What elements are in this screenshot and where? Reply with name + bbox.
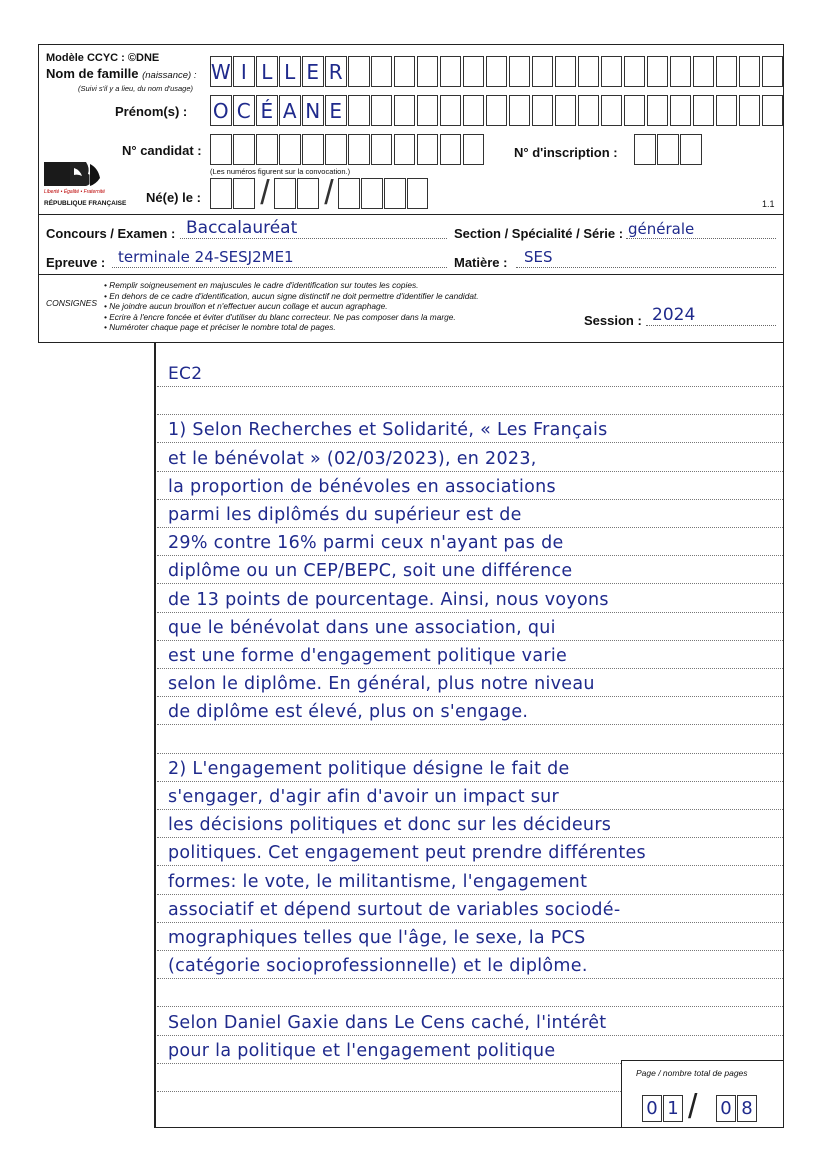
- concours-line: [180, 238, 447, 239]
- page-count-label: Page / nombre total de pages: [636, 1068, 748, 1078]
- nom-note: (Suivi s'il y a lieu, du nom d'usage): [78, 84, 194, 93]
- consigne-item: • Remplir soigneusement en majuscules le cadre d'identification sur toutes les copies.: [104, 280, 419, 290]
- matiere-line: [516, 267, 776, 268]
- nom-letter-cell[interactable]: [440, 56, 462, 87]
- prenom-letter-cell[interactable]: [739, 95, 761, 126]
- nom-letter-cell[interactable]: [417, 56, 439, 87]
- candidat-digit-cell[interactable]: [463, 134, 485, 165]
- ruled-line: [157, 499, 783, 500]
- birthdate-cells[interactable]: [210, 174, 430, 212]
- ruled-line: [157, 724, 783, 725]
- prenom-letter-cell[interactable]: [716, 95, 738, 126]
- date-cell[interactable]: [407, 178, 429, 209]
- session-line: [646, 325, 776, 326]
- ruled-line: [157, 612, 783, 613]
- inscription-label: N° d'inscription :: [514, 145, 618, 160]
- nom-letter-cell[interactable]: [486, 56, 508, 87]
- answer-line[interactable]: que le bénévolat dans une association, qui: [168, 617, 556, 638]
- nom-letter-cell[interactable]: [532, 56, 554, 87]
- consigne-item: • En dehors de ce cadre d'identification, aucun signe distinctif ne doit permettre d'identifier le candidat.: [104, 290, 479, 301]
- ruled-line: [157, 471, 783, 472]
- prenom-letter-cell[interactable]: [417, 95, 439, 126]
- nom-letter-cell[interactable]: [762, 56, 784, 87]
- prenom-letter-cell[interactable]: [440, 95, 462, 126]
- ruled-line: [157, 950, 783, 951]
- answer-line[interactable]: diplôme ou un CEP/BEPC, soit une différence: [168, 561, 573, 582]
- prenom-letter-cell[interactable]: [578, 95, 600, 126]
- candidat-digit-cell[interactable]: [417, 134, 439, 165]
- version-number: 1.1: [762, 199, 775, 209]
- nom-cells[interactable]: [210, 56, 785, 87]
- page-digit[interactable]: 0: [642, 1095, 662, 1122]
- date-cell[interactable]: [297, 178, 319, 209]
- answer-line[interactable]: selon le diplôme. En général, plus notre niveau: [168, 674, 595, 695]
- nom-letter-cell[interactable]: [394, 56, 416, 87]
- consignes-label: CONSIGNES: [46, 298, 98, 308]
- answer-line[interactable]: formes: le vote, le militantisme, l'engagement: [168, 871, 588, 892]
- ruled-line: [157, 1006, 783, 1007]
- date-cell[interactable]: [233, 178, 255, 209]
- ruled-line: [157, 696, 783, 697]
- ruled-line: [157, 583, 783, 584]
- date-cell[interactable]: [210, 178, 232, 209]
- prenom-cells[interactable]: [210, 95, 785, 126]
- page-separator: /: [688, 1088, 698, 1126]
- nom-letter-cell[interactable]: [647, 56, 669, 87]
- ruled-line: [157, 386, 783, 387]
- prenom-letter-cell[interactable]: [601, 95, 623, 126]
- concours-value[interactable]: Baccalauréat: [186, 218, 298, 238]
- nom-letter-cell[interactable]: [578, 56, 600, 87]
- header-separator: [38, 274, 784, 275]
- candidat-digit-cell[interactable]: [279, 134, 301, 165]
- total-digit[interactable]: 0: [716, 1095, 736, 1122]
- prenom-letter-cell[interactable]: [371, 95, 393, 126]
- ruled-line: [157, 922, 783, 923]
- session-label: Session :: [584, 313, 642, 328]
- ruled-line: [157, 865, 783, 866]
- ruled-line: [157, 442, 783, 443]
- section-value[interactable]: générale: [628, 220, 695, 238]
- ruled-line: [157, 527, 783, 528]
- date-cell[interactable]: [361, 178, 383, 209]
- inscription-digit-cell[interactable]: [657, 134, 679, 165]
- prenom-letter-cell[interactable]: [647, 95, 669, 126]
- ruled-line: [157, 1035, 783, 1036]
- matiere-label: Matière :: [454, 255, 508, 270]
- candidat-digit-cell[interactable]: [440, 134, 462, 165]
- date-cell[interactable]: [384, 178, 406, 209]
- candidat-digit-cell[interactable]: [348, 134, 370, 165]
- prenom-letter-cell[interactable]: [509, 95, 531, 126]
- ruled-line: [157, 414, 783, 415]
- model-label: Modèle CCYC : ©DNE: [46, 52, 160, 64]
- candidat-digit-cell[interactable]: [325, 134, 347, 165]
- prenom-letter-cell[interactable]: [532, 95, 554, 126]
- answer-line[interactable]: mographiques telles que l'âge, le sexe, la PCS: [168, 928, 586, 948]
- section-label: Section / Spécialité / Série :: [454, 226, 624, 241]
- ne-le-label: Né(e) le :: [146, 190, 201, 205]
- prenom-letter-cell[interactable]: E: [325, 95, 347, 126]
- ruled-line: [157, 668, 783, 669]
- nom-letter-cell[interactable]: [716, 56, 738, 87]
- prenom-label: Prénom(s) :: [115, 104, 188, 119]
- matiere-value[interactable]: SES: [524, 248, 553, 266]
- prenom-letter-cell[interactable]: [555, 95, 577, 126]
- answer-line[interactable]: de 13 points de pourcentage. Ainsi, nous voyons: [168, 589, 609, 610]
- section-line: [626, 238, 776, 239]
- epreuve-label: Epreuve :: [46, 255, 106, 270]
- prenom-letter-cell[interactable]: [394, 95, 416, 126]
- total-digit[interactable]: 8: [737, 1095, 757, 1122]
- nom-label: Nom de famille (naissance) :: [46, 66, 197, 81]
- consigne-item: • Ne joindre aucun brouillon et n'effectuer aucun collage et aucun agraphage.: [104, 301, 388, 311]
- prenom-letter-cell[interactable]: [693, 95, 715, 126]
- candidat-digit-cell[interactable]: [394, 134, 416, 165]
- ruled-line: [157, 555, 783, 556]
- prenom-letter-cell[interactable]: [762, 95, 784, 126]
- answer-line[interactable]: et le bénévolat » (02/03/2023), en 2023,: [168, 448, 537, 469]
- answer-line[interactable]: est une forme d'engagement politique varie: [168, 646, 568, 666]
- prenom-letter-cell[interactable]: A: [279, 95, 301, 126]
- prenom-letter-cell[interactable]: [624, 95, 646, 126]
- answer-line[interactable]: 2) L'engagement politique désigne le fait de: [168, 758, 570, 779]
- nom-letter-cell[interactable]: [509, 56, 531, 87]
- prenom-letter-cell[interactable]: [463, 95, 485, 126]
- prenom-letter-cell[interactable]: [486, 95, 508, 126]
- date-cell[interactable]: [338, 178, 360, 209]
- answer-line[interactable]: de diplôme est élevé, plus on s'engage.: [168, 702, 529, 723]
- epreuve-value[interactable]: terminale 24-SESJ2ME1: [118, 248, 294, 266]
- ruled-line: [157, 837, 783, 838]
- consigne-item: • Ecrire à l'encre foncée et éviter d'utiliser du blanc correcteur. Ne pas composer dans la marge.: [104, 311, 456, 322]
- ruled-line: [157, 978, 783, 979]
- prenom-letter-cell[interactable]: [670, 95, 692, 126]
- candidat-digit-cell[interactable]: [371, 134, 393, 165]
- nom-letter-cell[interactable]: [670, 56, 692, 87]
- candidat-digit-cell[interactable]: [256, 134, 278, 165]
- nom-letter-cell[interactable]: R: [325, 56, 347, 87]
- nom-letter-cell[interactable]: [601, 56, 623, 87]
- candidat-cells[interactable]: [210, 134, 486, 165]
- nom-letter-cell[interactable]: [463, 56, 485, 87]
- consigne-item: • Numéroter chaque page et préciser le nombre total de pages.: [104, 322, 336, 332]
- answer-line[interactable]: politiques. Cet engagement peut prendre différentes: [168, 843, 646, 864]
- nom-letter-cell[interactable]: [555, 56, 577, 87]
- ruled-line: [157, 781, 783, 782]
- answer-line[interactable]: Selon Daniel Gaxie dans Le Cens caché, l'intérêt: [168, 1012, 607, 1033]
- answer-line[interactable]: (catégorie socioprofessionnelle) et le diplôme.: [168, 956, 588, 977]
- answer-line[interactable]: 1) Selon Recherches et Solidarité, « Les Français: [168, 420, 608, 441]
- answer-line[interactable]: EC2: [168, 364, 203, 384]
- date-separator: /: [260, 174, 270, 212]
- answer-line[interactable]: pour la politique et l'engagement politique: [168, 1040, 556, 1061]
- consignes-list: [104, 280, 479, 333]
- nom-letter-cell[interactable]: [739, 56, 761, 87]
- answer-line[interactable]: les décisions politiques et donc sur les décideurs: [168, 815, 612, 836]
- concours-label: Concours / Examen :: [46, 226, 176, 241]
- header-separator: [38, 214, 784, 215]
- candidat-digit-cell[interactable]: [302, 134, 324, 165]
- page-digit[interactable]: 1: [663, 1095, 683, 1122]
- motto-text: Liberté • Égalité • Fraternité: [44, 189, 106, 195]
- ruled-line: [157, 640, 783, 641]
- answer-line[interactable]: 29% contre 16% parmi ceux n'ayant pas de: [168, 533, 564, 554]
- nom-letter-cell[interactable]: L: [279, 56, 301, 87]
- answer-line[interactable]: s'engager, d'agir afin d'avoir un impact sur: [168, 787, 560, 807]
- prenom-letter-cell[interactable]: [348, 95, 370, 126]
- nom-letter-cell[interactable]: I: [233, 56, 255, 87]
- nom-letter-cell[interactable]: W: [210, 56, 232, 87]
- answer-line[interactable]: parmi les diplômés du supérieur est de: [168, 505, 522, 525]
- nom-letter-cell[interactable]: [693, 56, 715, 87]
- nom-letter-cell[interactable]: [624, 56, 646, 87]
- nom-letter-cell[interactable]: E: [302, 56, 324, 87]
- session-value[interactable]: 2024: [652, 305, 696, 325]
- ruled-line: [157, 809, 783, 810]
- candidat-label: N° candidat :: [122, 143, 202, 158]
- date-cell[interactable]: [274, 178, 296, 209]
- republic-text: RÉPUBLIQUE FRANÇAISE: [44, 200, 127, 207]
- inscription-digit-cell[interactable]: [680, 134, 702, 165]
- prenom-letter-cell[interactable]: C: [233, 95, 255, 126]
- epreuve-line: [112, 267, 447, 268]
- prenom-letter-cell[interactable]: É: [256, 95, 278, 126]
- ruled-line: [157, 753, 783, 754]
- inscription-digit-cell[interactable]: [634, 134, 656, 165]
- date-separator: /: [324, 174, 334, 212]
- nom-letter-cell[interactable]: [348, 56, 370, 87]
- nom-letter-cell[interactable]: L: [256, 56, 278, 87]
- candidat-note: (Les numéros figurent sur la convocation.): [210, 167, 351, 176]
- candidat-digit-cell[interactable]: [210, 134, 232, 165]
- answer-line[interactable]: la proportion de bénévoles en associations: [168, 476, 556, 497]
- candidat-digit-cell[interactable]: [233, 134, 255, 165]
- prenom-letter-cell[interactable]: N: [302, 95, 324, 126]
- inscription-cells[interactable]: [634, 134, 703, 165]
- nom-letter-cell[interactable]: [371, 56, 393, 87]
- answer-line[interactable]: associatif et dépend surtout de variables sociodé-: [168, 899, 621, 920]
- ruled-line: [157, 894, 783, 895]
- prenom-letter-cell[interactable]: O: [210, 95, 232, 126]
